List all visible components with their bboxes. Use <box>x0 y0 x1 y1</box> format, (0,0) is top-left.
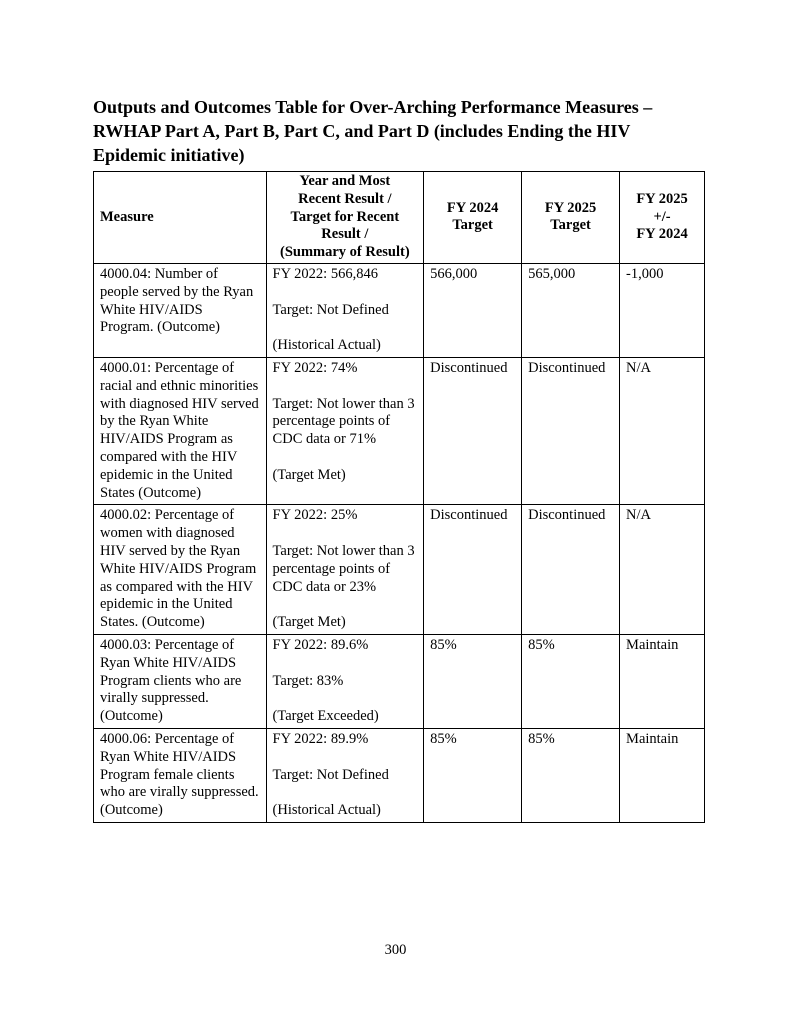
result-cell: FY 2022: 89.6% Target: 83% (Target Exceeded) <box>266 634 424 728</box>
header-fy2024-target: FY 2024 Target <box>424 172 522 264</box>
page-number: 300 <box>384 942 407 958</box>
fy2025-target-cell: Discontinued <box>522 505 620 635</box>
performance-measures-table <box>93 171 705 823</box>
table-row <box>94 634 705 728</box>
table-row <box>94 357 705 504</box>
result-cell: FY 2022: 566,846 Target: Not Defined (Historical Actual) <box>266 263 424 357</box>
difference-cell: Maintain <box>620 634 705 728</box>
table-row <box>94 505 705 635</box>
fy2025-target-cell: 565,000 <box>522 263 620 357</box>
fy2024-target-cell: 85% <box>424 728 522 822</box>
header-fy-difference: FY 2025 +/- FY 2024 <box>620 172 705 264</box>
result-cell: FY 2022: 74% Target: Not lower than 3 percentage points of CDC data or 71% (Target Met) <box>266 357 424 504</box>
fy2025-target-cell: 85% <box>522 634 620 728</box>
header-fy2025-target: FY 2025 Target <box>522 172 620 264</box>
page-title: Outputs and Outcomes Table for Over-Arching Performance Measures – RWHAP Part A, Part B, Part C, and Part D (includes Ending the HIV Epidemic initiative) <box>93 97 653 165</box>
measure-cell: 4000.03: Percentage of Ryan White HIV/AIDS Program clients who are virally suppressed. (Outcome) <box>94 634 267 728</box>
fy2024-target-cell: 566,000 <box>424 263 522 357</box>
difference-cell: -1,000 <box>620 263 705 357</box>
table-row <box>94 263 705 357</box>
header-measure: Measure <box>94 172 267 264</box>
header-recent-result: Year and Most Recent Result / Target for Recent Result / (Summary of Result) <box>266 172 424 264</box>
table-row <box>94 728 705 822</box>
measure-cell: 4000.02: Percentage of women with diagnosed HIV served by the Ryan White HIV/AIDS Program as compared with the HIV epidemic in the United States. (Outcome) <box>94 505 267 635</box>
fy2024-target-cell: Discontinued <box>424 357 522 504</box>
result-cell: FY 2022: 89.9% Target: Not Defined (Historical Actual) <box>266 728 424 822</box>
result-cell: FY 2022: 25% Target: Not lower than 3 percentage points of CDC data or 23% (Target Met) <box>266 505 424 635</box>
fy2024-target-cell: Discontinued <box>424 505 522 635</box>
difference-cell: Maintain <box>620 728 705 822</box>
fy2024-target-cell: 85% <box>424 634 522 728</box>
fy2025-target-cell: Discontinued <box>522 357 620 504</box>
difference-cell: N/A <box>620 357 705 504</box>
measure-cell: 4000.04: Number of people served by the Ryan White HIV/AIDS Program. (Outcome) <box>94 263 267 357</box>
measure-cell: 4000.06: Percentage of Ryan White HIV/AIDS Program female clients who are virally suppressed. (Outcome) <box>94 728 267 822</box>
difference-cell: N/A <box>620 505 705 635</box>
measure-cell: 4000.01: Percentage of racial and ethnic minorities with diagnosed HIV served by the Ryan White HIV/AIDS Program as compared with the HIV epidemic in the United States (Outcome) <box>94 357 267 504</box>
table-header-row <box>94 172 705 264</box>
fy2025-target-cell: 85% <box>522 728 620 822</box>
